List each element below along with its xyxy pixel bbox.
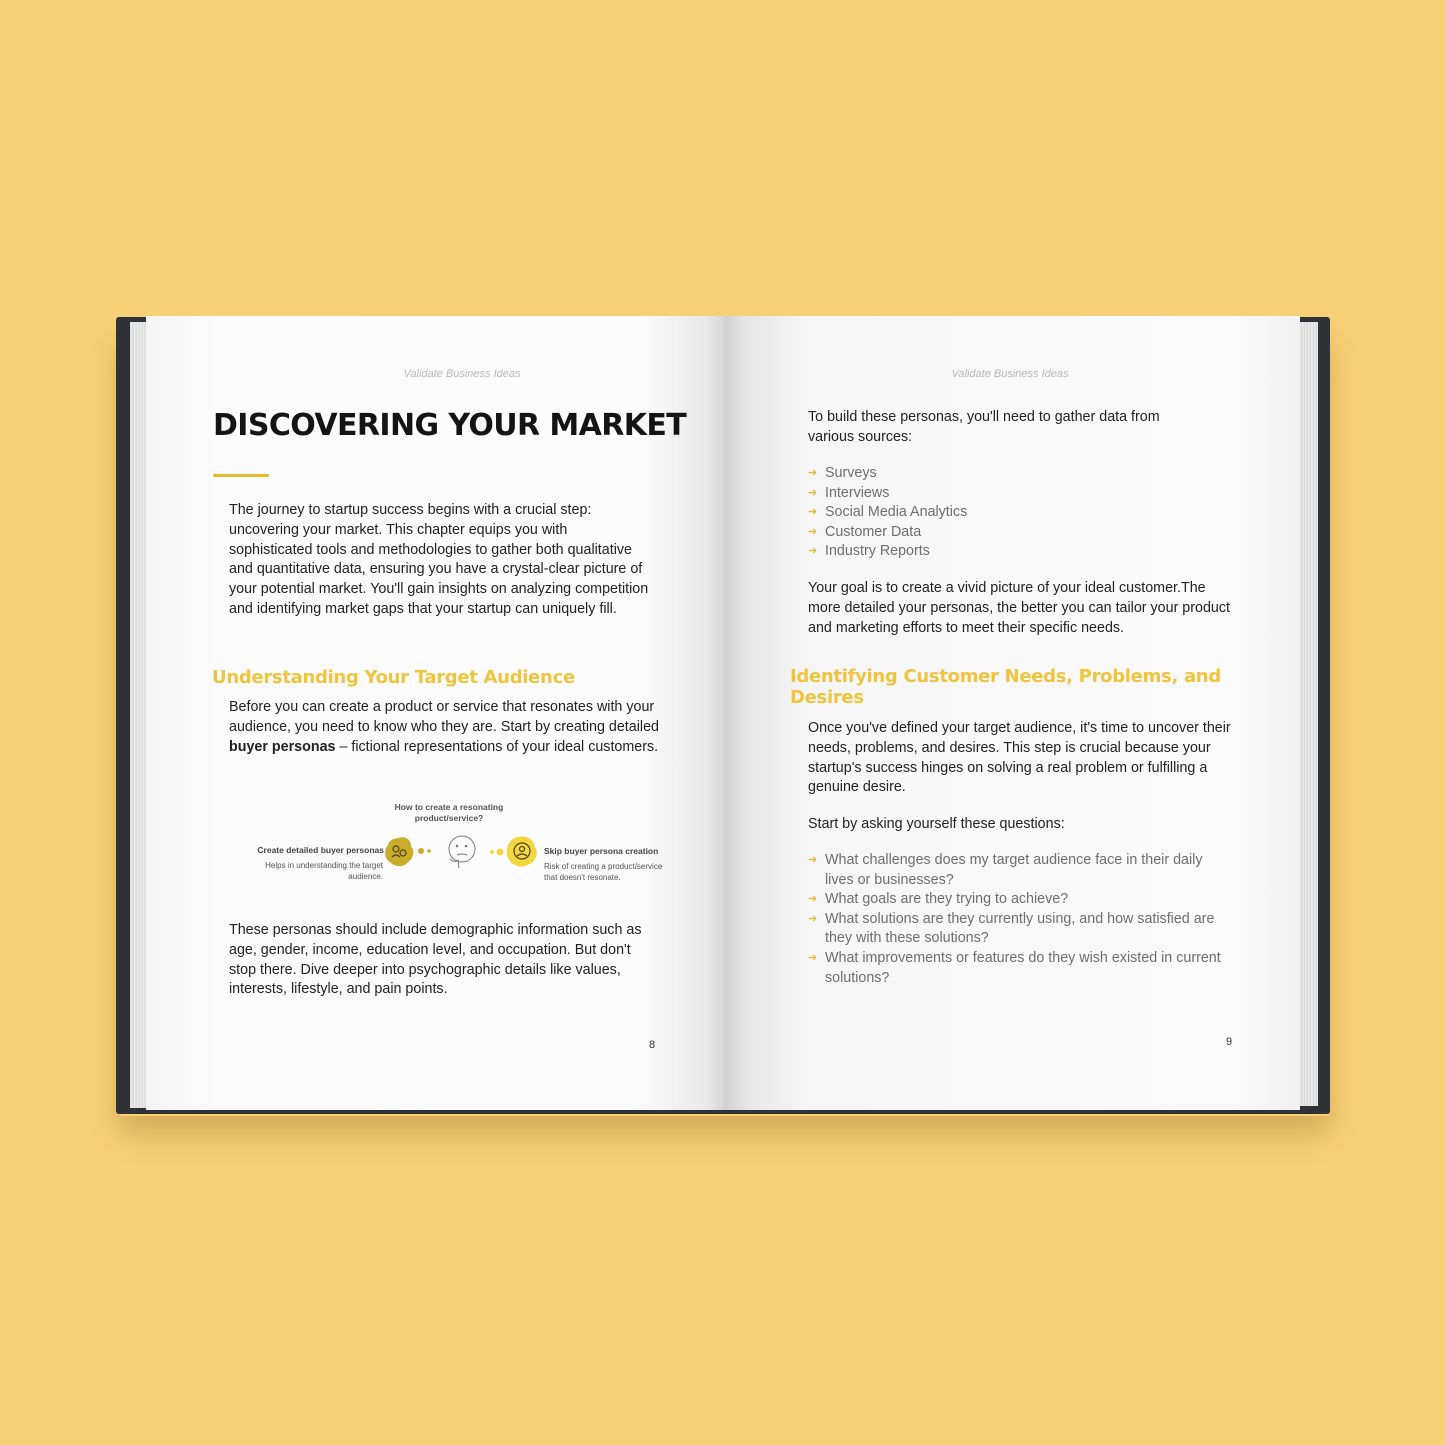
title-underline (213, 474, 269, 477)
arrow-right-icon: ➔ (808, 893, 818, 906)
thinking-face-icon (444, 833, 484, 873)
persona-group-icon (384, 835, 436, 869)
list-item-text: Customer Data (825, 523, 922, 540)
list-item (808, 890, 1228, 910)
diagram-right-desc: Risk of creating a product/service that doesn't resonate. (544, 862, 663, 882)
chapter-title: DISCOVERING YOUR MARKET (213, 408, 687, 443)
list-item-text: What goals are they trying to achieve? (825, 891, 1069, 908)
list-item (808, 910, 1228, 949)
arrow-right-icon: ➔ (808, 486, 818, 499)
questions-intro: Start by asking yourself these questions: (808, 816, 1065, 832)
arrow-right-icon: ➔ (808, 525, 818, 538)
sources-list (808, 464, 1228, 562)
running-head: Validate Business Ideas (951, 368, 1069, 380)
section-heading-customer-needs: Identifying Customer Needs, Problems, and Desires (790, 666, 1221, 708)
list-item (808, 523, 1228, 543)
section-heading-target-audience: Understanding Your Target Audience (212, 667, 575, 688)
list-item-text: Social Media Analytics (825, 504, 968, 521)
list-item (808, 503, 1228, 523)
list-item-text: Surveys (825, 465, 877, 481)
list-item-text: What solutions are they currently using, and how satisfied are they with these solutions? (825, 910, 1215, 947)
list-item-text: What challenges does my target audience face in their daily lives or businesses? (825, 852, 1203, 888)
page-number: 8 (649, 1039, 656, 1051)
paragraph-text: Before you can create a product or service that resonates with your audience, you need to know who they are. Start by creating detailed (229, 699, 659, 735)
questions-list (808, 851, 1228, 988)
intro-paragraph: The journey to startup success begins with a crucial step: uncovering your market. This chapter equips you with sophisticated tools and methodologies to gather both qualitative and quantitative data, ensuring you have a crystal-clear picture of your potential market. You'll gain insights on analyzing competition and identifying market gaps that your startup can uniquely fill. (229, 502, 649, 617)
right-page (724, 316, 1300, 1110)
buyer-personas-paragraph (229, 698, 659, 757)
left-page (146, 316, 724, 1110)
list-item-text: Interviews (825, 484, 890, 501)
arrow-right-icon: ➔ (808, 545, 818, 558)
needs-paragraph: Once you've defined your target audience, it's time to uncover their needs, problems, and desires. This step is crucial because your startup's success hinges on solving a real problem or fulfilling a genuine desire. (808, 720, 1231, 796)
arrow-right-icon: ➔ (808, 951, 818, 964)
list-item (808, 464, 1228, 484)
diagram-right-title: Skip buyer persona creation (544, 846, 659, 856)
page-number: 9 (1226, 1036, 1233, 1048)
page-edges-right (1298, 322, 1318, 1106)
arrow-right-icon: ➔ (808, 854, 818, 866)
diagram-left-desc: Helps in understanding the target audience. (265, 861, 383, 881)
demographics-paragraph: These personas should include demographic information such as age, gender, income, education level, and occupation. But don't stop there. Dive deeper into psychographic details like values, interests, lifestyle, and pain points. (229, 922, 642, 998)
list-item-text: What improvements or features do they wish existed in current solutions? (825, 949, 1221, 986)
user-circle-icon (489, 835, 545, 869)
list-item-text: Industry Reports (825, 543, 930, 560)
goal-paragraph: Your goal is to create a vivid picture of your ideal customer.The more detailed your personas, the better you can tailor your product and marketing efforts to meet their specific needs. (808, 580, 1230, 636)
list-item (808, 949, 1228, 988)
bold-term: buyer personas (229, 738, 336, 755)
arrow-right-icon: ➔ (808, 506, 818, 519)
arrow-right-icon: ➔ (808, 912, 818, 925)
arrow-right-icon: ➔ (808, 467, 818, 479)
list-item (808, 851, 1228, 890)
diagram-question: How to create a resonating product/service? (394, 802, 504, 823)
persona-diagram (236, 800, 676, 900)
diagram-left-title: Create detailed buyer personas (257, 845, 384, 855)
list-item (808, 542, 1228, 562)
list-item (808, 484, 1228, 504)
paragraph-text: – fictional representations of your ideal customers. (335, 738, 659, 755)
running-head: Validate Business Ideas (403, 368, 521, 380)
sources-intro: To build these personas, you'll need to gather data from various sources: (808, 409, 1160, 445)
